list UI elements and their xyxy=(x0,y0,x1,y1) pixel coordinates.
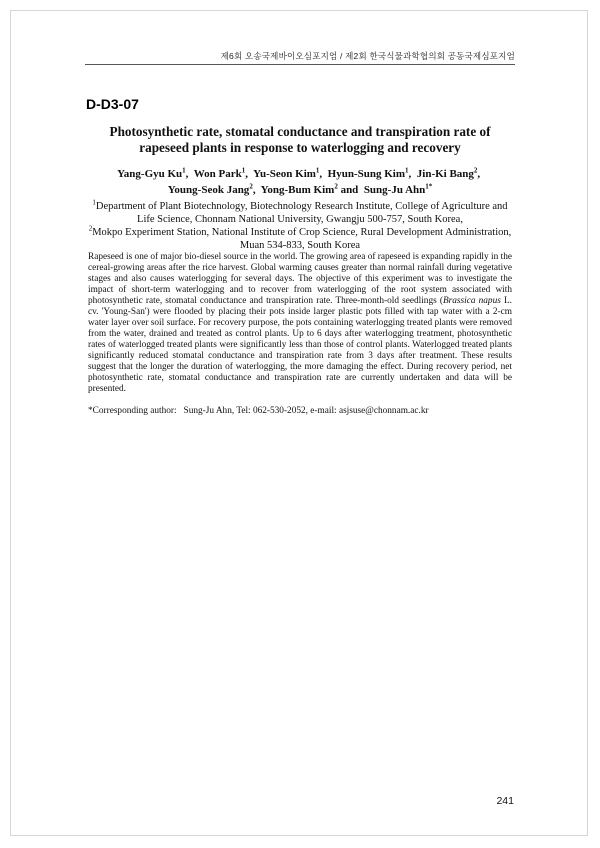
abstract-body: Rapeseed is one of major bio-diesel source in the world. The growing area of rapeseed is expanding rapidly in the cereal-growing areas after the rice harvest. Global warming causes greater than normal rainfall during vegetative stages and also causes waterlogging for several days. The objective of this experiment was to investigate the impact of short-term waterlogging and to recover from waterlogging of the root system associated with photosynthetic rate, stomatal conductance and transpiration rate. Three-month-old seedlings (Brassica napus L. cv. 'Young-San') were flooded by placing their pots inside larger plastic pots filled with tap water with a 2-cm water layer over soil surface. For recovery purpose, the pots containing waterlogging treated plants were removed from the water, drained and treated as control plants. Up to 6 days after waterlogging treatment, photosynthetic rates of waterlogged treated plants were significantly less than those of control plants. Waterlogged treated plants significantly reduced stomatal conductance and transpiration rate from 3 days after treatment. These results suggest that the longer the duration of waterlogging, the more damaging the effect. During recovery period, net photosynthetic rate, stomatal conductance and transpiration rate are currently undertaken and data will be presented. xyxy=(88,252,513,394)
author: Yu-Seon Kim$^1$, xyxy=(253,166,325,180)
author-list xyxy=(90,166,510,198)
affiliation: $^1$Department of Plant Biotechnology, Biotechnology Research Institute, College of Agriculture and Life Science, Chonnam National University, Gwangju 500-757, South Korea, xyxy=(92,198,508,225)
header-rule xyxy=(85,64,515,65)
affiliation: $^2$Mokpo Experiment Station, National Institute of Crop Science, Rural Development Administration, Muan 534-833, South Korea xyxy=(88,224,512,251)
abstract-code: D-D3-07 xyxy=(86,96,139,112)
page-number: 241 xyxy=(496,795,514,807)
affiliations xyxy=(86,200,514,252)
author: Won Park$^1$, xyxy=(193,166,251,180)
author: Sung-Ju Ahn$^{1*}$ xyxy=(363,182,433,196)
corresponding-author: *Corresponding author: Sung-Ju Ahn, Tel: 062-530-2052, e-mail: asjsuse@chonnam.ac.kr xyxy=(88,406,429,416)
paper-title: Photosynthetic rate, stomatal conductance and transpiration rate of rapeseed plants in response to waterlogging and recovery xyxy=(109,124,491,155)
author: Yang-Gyu Ku$^1$, xyxy=(117,166,192,180)
author: Jin-Ki Bang$^2$, xyxy=(416,166,483,180)
author: Hyun-Sung Kim$^1$, xyxy=(327,166,415,180)
author: Yong-Bum Kim$^2$ and xyxy=(260,182,362,196)
species-name: Brassica napus xyxy=(442,296,501,306)
author: Young-Seok Jang$^2$, xyxy=(167,182,259,196)
conference-header: 제6회 오송국제바이오심포지엄 / 제2회 한국식물과학협의회 공동국제심포지엄 xyxy=(220,51,515,61)
